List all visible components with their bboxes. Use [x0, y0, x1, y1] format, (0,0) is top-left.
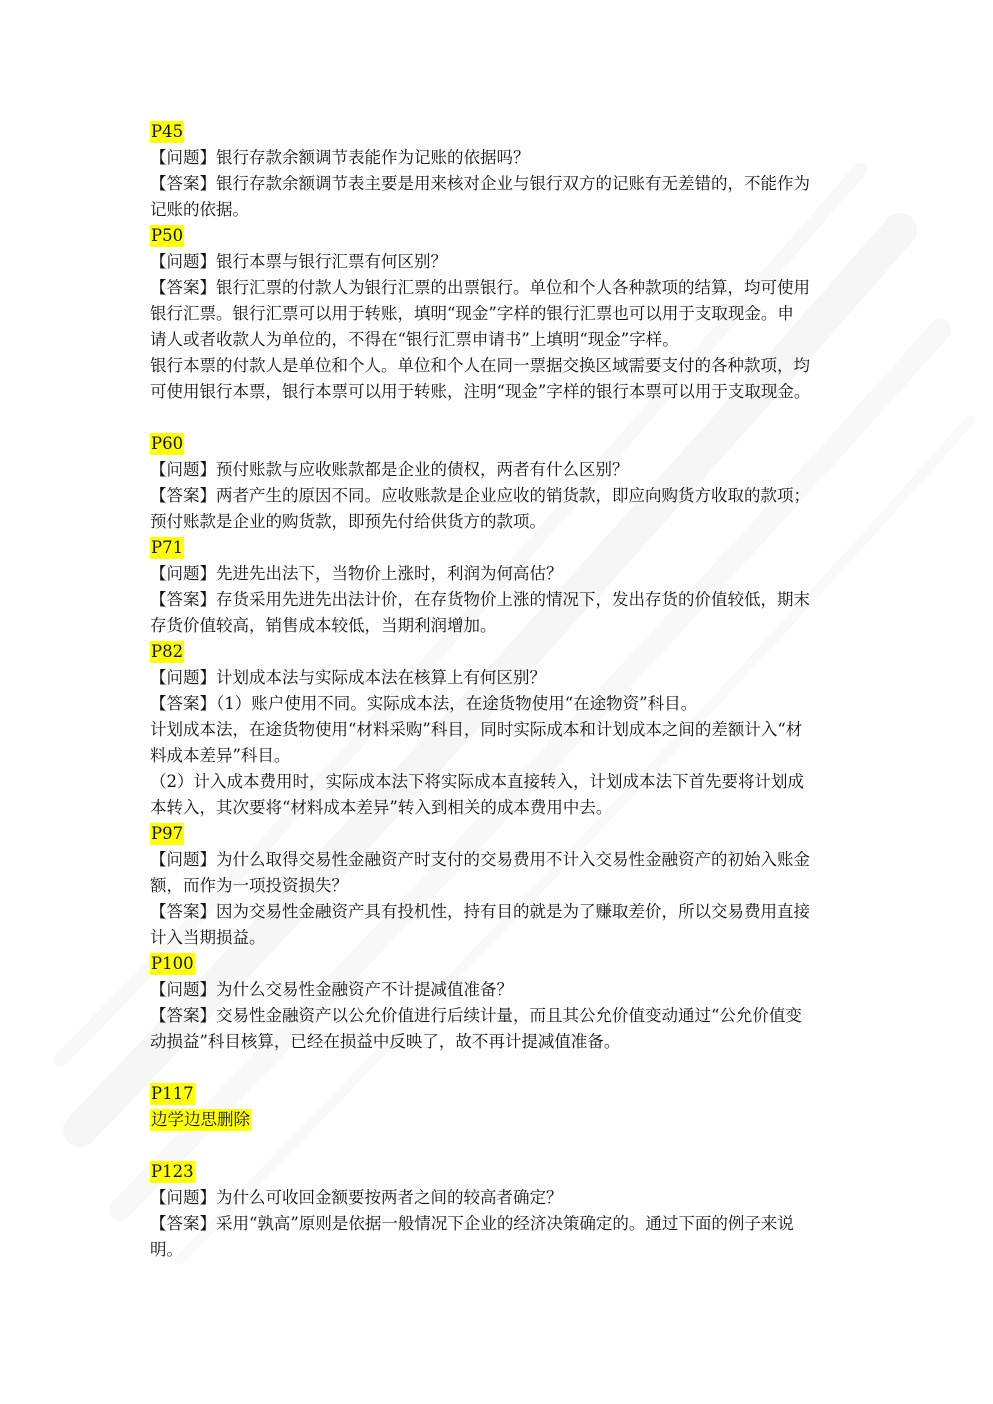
blank-line — [150, 1055, 850, 1081]
answer-line: 动损益”科目核算，已经在损益中反映了，故不再计提减值准备。 — [150, 1032, 621, 1051]
answer-line: 【答案】银行存款余额调节表主要是用来核对企业与银行双方的记账有无差错的，不能作为 — [150, 174, 810, 193]
answer-line: 请人或者收款人为单位的，不得在“银行汇票申请书”上填明“现金”字样。 — [150, 330, 679, 349]
page-ref — [150, 535, 850, 561]
question-line: 【问题】预付账款与应收账款都是企业的债权，两者有什么区别？ — [150, 460, 629, 479]
question-line: 【问题】先进先出法下，当物价上涨时，利润为何高估？ — [150, 564, 563, 583]
deletion-note-highlight: 边学边思删除 — [151, 1110, 250, 1129]
blank-line — [150, 405, 850, 431]
page-ref-highlight: P100 — [151, 954, 194, 973]
page-ref-highlight: P117 — [151, 1084, 194, 1103]
answer-line: 预付账款是企业的购货款，即预先付给供货方的款项。 — [150, 512, 546, 531]
page-ref-highlight: P60 — [151, 434, 184, 453]
answer-line: （2）计入成本费用时，实际成本法下将实际成本直接转入，计划成本法下首先要将计划成 — [150, 772, 804, 791]
answer-line: 明。 — [150, 1240, 183, 1259]
deletion-note — [150, 1107, 850, 1133]
page-ref-highlight: P45 — [151, 122, 184, 141]
question-line: 【问题】为什么取得交易性金融资产时支付的交易费用不计入交易性金融资产的初始入账金 — [150, 850, 810, 869]
page-ref — [150, 821, 850, 847]
answer-line: 记账的依据。 — [150, 200, 249, 219]
answer-line: 【答案】银行汇票的付款人为银行汇票的出票银行。单位和个人各种款项的结算，均可使用 — [150, 278, 810, 297]
question-line: 【问题】计划成本法与实际成本法在核算上有何区别？ — [150, 668, 546, 687]
page-ref — [150, 1159, 850, 1185]
question-line: 【问题】银行存款余额调节表能作为记账的依据吗？ — [150, 148, 530, 167]
question-line: 【问题】为什么交易性金融资产不计提减值准备？ — [150, 980, 513, 999]
answer-line: 计入当期损益。 — [150, 928, 266, 947]
answer-line: 【答案】（1）账户使用不同。实际成本法，在途货物使用“在途物资”科目。 — [150, 694, 698, 713]
page-ref — [150, 951, 850, 977]
blank-line — [150, 1133, 850, 1159]
answer-line: 可使用银行本票，银行本票可以用于转账，注明“现金”字样的银行本票可以用于支取现金。 — [150, 382, 811, 401]
answer-line: 计划成本法，在途货物使用“材料采购”科目，同时实际成本和计划成本之间的差额计入“材 — [150, 720, 803, 739]
page-ref — [150, 431, 850, 457]
document-body — [150, 119, 850, 1263]
question-line: 【问题】银行本票与银行汇票有何区别？ — [150, 252, 447, 271]
page-ref — [150, 223, 850, 249]
answer-line: 【答案】因为交易性金融资产具有投机性，持有目的就是为了赚取差价，所以交易费用直接 — [150, 902, 810, 921]
page-ref-highlight: P82 — [151, 642, 184, 661]
answer-line: 【答案】存货采用先进先出法计价，在存货物价上涨的情况下，发出存货的价值较低，期末 — [150, 590, 810, 609]
answer-line: 【答案】交易性金融资产以公允价值进行后续计量，而且其公允价值变动通过“公允价值变 — [150, 1006, 802, 1025]
answer-line: 料成本差异”科目。 — [150, 746, 291, 765]
answer-line: 银行汇票。银行汇票可以用于转账，填明“现金”字样的银行汇票也可以用于支取现金。申 — [150, 304, 794, 323]
page-ref — [150, 1081, 850, 1107]
page-ref-highlight: P123 — [151, 1162, 194, 1181]
answer-line: 存货价值较高，销售成本较低，当期利润增加。 — [150, 616, 497, 635]
page-ref — [150, 119, 850, 145]
question-line: 额，而作为一项投资损失？ — [150, 876, 348, 895]
page-ref-highlight: P97 — [151, 824, 184, 843]
page-ref-highlight: P71 — [151, 538, 184, 557]
page-ref-highlight: P50 — [151, 226, 184, 245]
question-line: 【问题】为什么可收回金额要按两者之间的较高者确定？ — [150, 1188, 563, 1207]
answer-line: 银行本票的付款人是单位和个人。单位和个人在同一票据交换区域需要支付的各种款项，均 — [150, 356, 810, 375]
answer-line: 本转入，其次要将“材料成本差异”转入到相关的成本费用中去。 — [150, 798, 613, 817]
page-ref — [150, 639, 850, 665]
answer-line: 【答案】采用“孰高”原则是依据一般情况下企业的经济决策确定的。通过下面的例子来说 — [150, 1214, 794, 1233]
answer-line: 【答案】两者产生的原因不同。应收账款是企业应收的销货款，即应向购货方收取的款项； — [150, 486, 810, 505]
